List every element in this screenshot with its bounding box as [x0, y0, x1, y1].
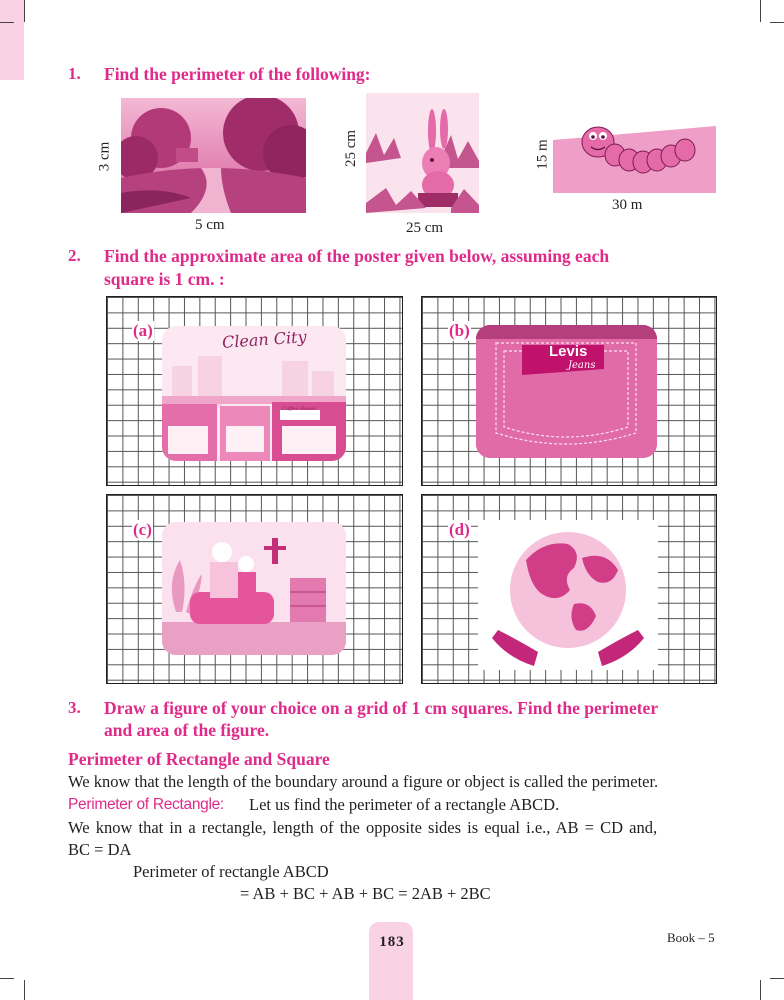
figure-3-side-label: 15 m	[534, 139, 551, 170]
crop-mark	[760, 0, 761, 22]
question-3-number: 3.	[68, 698, 81, 717]
page-number: 183	[379, 934, 405, 950]
perimeter-definition: We know that the length of the boundary around a figure or object is called the perimeter.	[68, 772, 659, 791]
figure-1-side-label: 3 cm	[96, 141, 113, 172]
section-heading: Perimeter of Rectangle and Square	[68, 749, 330, 769]
book-label: Book – 5	[667, 930, 715, 945]
crop-mark	[0, 978, 14, 979]
formula: = AB + BC + AB + BC = 2AB + 2BC	[240, 884, 491, 903]
question-3-line-2: and area of the figure.	[104, 720, 270, 740]
crop-mark	[24, 0, 25, 22]
grid-label-c: (c)	[133, 520, 152, 539]
landscape-picture	[121, 98, 306, 213]
caterpillar-picture	[553, 120, 716, 193]
grid-label-a: (a)	[133, 321, 153, 340]
rectangle-intro: Let us find the perimeter of a rectangle ABCD.	[249, 795, 560, 814]
question-1-text: Find the perimeter of the following:	[104, 64, 371, 84]
opposite-sides-line-1: We know that in a rectangle, length of the opposite sides is equal i.e., AB = CD and,	[68, 818, 658, 837]
corner-tab	[0, 0, 24, 80]
crop-mark	[0, 22, 14, 23]
question-2-line-2: square is 1 cm. :	[104, 269, 225, 289]
opposite-sides-line-2: BC = DA	[68, 840, 132, 859]
crop-mark	[760, 980, 761, 1000]
grid-label-b: (b)	[449, 321, 470, 340]
question-2-line-1: Find the approximate area of the poster given below, assuming each	[104, 246, 610, 266]
figure-3-bottom-label: 30 m	[612, 197, 643, 213]
question-2-number: 2.	[68, 246, 81, 265]
clean-city-title: Clean City	[221, 327, 308, 352]
figure-2-bottom-label: 25 cm	[406, 220, 444, 236]
grid-label-d: (d)	[449, 520, 470, 539]
crop-mark	[770, 22, 784, 23]
poster-globe-hands	[478, 520, 658, 670]
levis-jeans-sub: Jeans	[568, 360, 596, 371]
coffee-house-sign: Coffee House	[282, 406, 317, 412]
crop-mark	[24, 980, 25, 1000]
figure-2-side-label: 25 cm	[343, 129, 360, 168]
rabbit-picture	[366, 93, 479, 213]
poster-grandparent-child	[162, 522, 346, 655]
rectangle-subheading: Perimeter of Rectangle:	[68, 796, 224, 813]
levis-brand: Levis	[549, 343, 588, 360]
crop-mark	[770, 978, 784, 979]
figure-1-bottom-label: 5 cm	[195, 217, 225, 233]
question-3-line-1: Draw a figure of your choice on a grid of 1 cm squares. Find the perimeter	[104, 698, 659, 718]
formula-label: Perimeter of rectangle ABCD	[133, 862, 329, 881]
question-1-number: 1.	[68, 64, 81, 83]
